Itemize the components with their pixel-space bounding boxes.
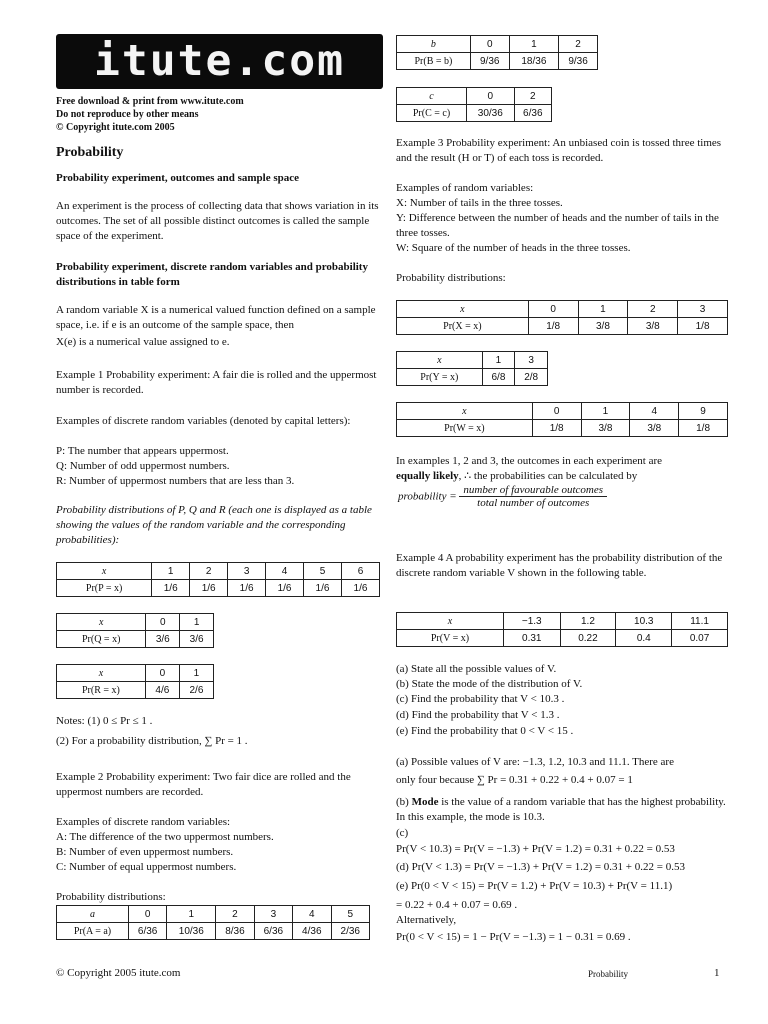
- probability-cell: 10/36: [167, 923, 216, 940]
- probability-cell: 2/8: [515, 369, 548, 386]
- copyright-notice: [56, 95, 382, 134]
- formula-lhs: probability =: [398, 490, 457, 503]
- value-cell: 3: [254, 906, 292, 923]
- example-1-text: Example 1 Probability experiment: A fair die is rolled and the uppermost number is recorded.: [56, 369, 377, 396]
- text-part: In examples 1, 2 and 3, the outcomes in each experiment are: [396, 455, 663, 467]
- example-3-text: Example 3 Probability experiment: An unbiased coin is tossed three times and the result (H or T) of each toss is recorded.: [396, 137, 722, 164]
- value-cell: 11.1: [672, 613, 728, 630]
- question: (e) Find the probability that 0 < V < 15 .: [396, 725, 574, 737]
- answer-c-label: (c): [396, 827, 409, 839]
- answer-e: Pr(0 < V < 15) = 1 − Pr(V = −1.3) = 1 − 0.31 = 0.69 .: [396, 931, 631, 943]
- probability-cell: 9/36: [470, 53, 509, 70]
- section-text: An experiment is the process of collecting data that shows variation in its outcomes. The set of all possible distinct outcomes is called the sample space of the experiment.: [56, 200, 379, 242]
- probability-cell: 2/36: [331, 923, 370, 940]
- table-header-row: [57, 563, 380, 580]
- answer-e: = 0.22 + 0.4 + 0.07 = 0.69 .: [396, 899, 518, 911]
- probability-cell: 0.07: [672, 630, 728, 647]
- bold-term: Mode: [411, 796, 439, 808]
- value-cell: 6: [341, 563, 379, 580]
- value-cell: 3: [678, 301, 728, 318]
- example-3-rv-intro: Examples of random variables:: [396, 182, 534, 194]
- probability-cell: 6/36: [128, 923, 166, 940]
- table-C: [396, 87, 552, 122]
- page-title: Probability: [56, 145, 124, 160]
- probability-cell: 3/6: [146, 631, 180, 648]
- notes-1: Notes: (1) 0 ≤ Pr ≤ 1 .: [56, 715, 153, 727]
- rv-item: P: The number that appears uppermost.: [56, 445, 229, 457]
- value-cell: 3: [228, 563, 266, 580]
- example-2-text: Example 2 Probability experiment: Two fair dice are rolled and the uppermost numbers are recorded.: [56, 771, 351, 798]
- formula-denominator: total number of outcomes: [477, 497, 590, 509]
- probability-cell: 3/8: [581, 420, 630, 437]
- table-V: [396, 612, 728, 647]
- value-cell: 1.2: [560, 613, 616, 630]
- answer-e: Alternatively,: [396, 914, 457, 926]
- answer-d: (d) Pr(V < 1.3) = Pr(V = −1.3) + Pr(V = 1.2) = 0.31 + 0.22 = 0.53: [396, 861, 685, 873]
- text-part: is the value of a random variable that has the highest probability. In this example, the mode is 10.3.: [396, 796, 726, 823]
- probability-cell: 8/36: [216, 923, 254, 940]
- value-cell: 5: [331, 906, 370, 923]
- value-cell: 0: [528, 301, 578, 318]
- probability-cell: 1/6: [228, 580, 266, 597]
- value-cell: 2: [628, 301, 678, 318]
- probability-cell: 1/8: [678, 318, 728, 335]
- variable-label-cell: x: [57, 665, 146, 682]
- variable-label-cell: x: [397, 403, 533, 420]
- table-header-row: [57, 665, 214, 682]
- probability-label-cell: Pr(B = b): [397, 53, 471, 70]
- probability-label-cell: Pr(C = c): [397, 105, 467, 122]
- table-prob-row: [397, 420, 728, 437]
- probability-cell: 4/36: [293, 923, 331, 940]
- variable-label-cell: x: [397, 613, 504, 630]
- value-cell: 1: [581, 403, 630, 420]
- equally-likely-text: [396, 454, 726, 484]
- value-cell: 1: [578, 301, 628, 318]
- rv-item: Q: Number of odd uppermost numbers.: [56, 460, 230, 472]
- text-part: (b): [396, 796, 412, 808]
- probability-label-cell: Pr(Q = x): [57, 631, 146, 648]
- table-prob-row: [397, 630, 728, 647]
- section-heading: Probability experiment, discrete random variables and probability distributions in table form: [56, 261, 368, 288]
- probability-cell: 1/6: [304, 580, 342, 597]
- variable-label-cell: x: [397, 352, 483, 369]
- value-cell: 1: [482, 352, 515, 369]
- value-cell: 1: [152, 563, 190, 580]
- value-cell: 2: [559, 36, 598, 53]
- example-2-dist: Probability distributions:: [56, 891, 166, 903]
- table-header-row: [397, 36, 598, 53]
- answer-e: (e) Pr(0 < V < 15) = Pr(V = 1.2) + Pr(V = 10.3) + Pr(V = 11.1): [396, 880, 673, 892]
- table-R: [56, 664, 214, 699]
- probability-label-cell: Pr(Y = x): [397, 369, 483, 386]
- table-A: [56, 905, 370, 940]
- probability-cell: 6/36: [514, 105, 551, 122]
- variable-label-cell: x: [57, 563, 152, 580]
- probability-label-cell: Pr(R = x): [57, 682, 146, 699]
- probability-cell: 1/8: [532, 420, 581, 437]
- example-1-rv-intro: Examples of discrete random variables (denoted by capital letters):: [56, 415, 351, 427]
- probability-cell: 1/8: [528, 318, 578, 335]
- probability-cell: 1/6: [341, 580, 379, 597]
- table-B: [396, 35, 598, 70]
- value-cell: 0: [470, 36, 509, 53]
- question: (b) State the mode of the distribution of V.: [396, 678, 583, 690]
- probability-cell: 2/6: [179, 682, 213, 699]
- value-cell: 1: [179, 665, 213, 682]
- value-cell: 9: [679, 403, 728, 420]
- answer-a: only four because ∑ Pr = 0.31 + 0.22 + 0.4 + 0.07 = 1: [396, 774, 633, 786]
- variable-label-cell: c: [397, 88, 467, 105]
- value-cell: 5: [304, 563, 342, 580]
- rv-item: A: The difference of the two uppermost numbers.: [56, 831, 274, 843]
- probability-label-cell: Pr(X = x): [397, 318, 529, 335]
- example-3-dist: Probability distributions:: [396, 272, 506, 284]
- rv-item: C: Number of equal uppermost numbers.: [56, 861, 237, 873]
- value-cell: 0: [532, 403, 581, 420]
- value-cell: 4: [630, 403, 679, 420]
- value-cell: 2: [216, 906, 254, 923]
- table-header-row: [397, 613, 728, 630]
- probability-cell: 3/8: [628, 318, 678, 335]
- table-prob-row: [397, 369, 548, 386]
- answer-c: Pr(V < 10.3) = Pr(V = −1.3) + Pr(V = 1.2) = 0.31 + 0.22 = 0.53: [396, 843, 675, 855]
- probability-cell: 6/8: [482, 369, 515, 386]
- table-header-row: [397, 352, 548, 369]
- probability-label-cell: Pr(W = x): [397, 420, 533, 437]
- notes-2: (2) For a probability distribution, ∑ Pr = 1 .: [56, 735, 248, 747]
- table-prob-row: [57, 631, 214, 648]
- table-header-row: [397, 88, 552, 105]
- value-cell: 0: [467, 88, 515, 105]
- table-prob-row: [57, 682, 214, 699]
- rv-item: W: Square of the number of heads in the three tosses.: [396, 242, 631, 254]
- table-header-row: [57, 614, 214, 631]
- variable-label-cell: b: [397, 36, 471, 53]
- table-Q: [56, 613, 214, 648]
- probability-cell: 1/8: [679, 420, 728, 437]
- value-cell: 10.3: [616, 613, 672, 630]
- variable-label-cell: x: [57, 614, 146, 631]
- table-W: [396, 402, 728, 437]
- probability-cell: 1/6: [266, 580, 304, 597]
- bold-term: equally likely: [396, 470, 459, 482]
- value-cell: 4: [293, 906, 331, 923]
- footer-title: Probability: [588, 969, 628, 979]
- section-text: A random variable X is a numerical valued function defined on a sample space, i.e. if e is an outcome of the sample space, then: [56, 304, 376, 331]
- variable-label-cell: a: [57, 906, 129, 923]
- value-cell: 1: [180, 614, 214, 631]
- example-1-dist-text: Probability distributions of P, Q and R (each one is displayed as a table showing the values of the random variable and the corresponding probabilities):: [56, 504, 372, 546]
- notice-line: Do not reproduce by other means: [56, 109, 199, 120]
- value-cell: 0: [146, 614, 180, 631]
- table-prob-row: [397, 105, 552, 122]
- site-logo: itute.com: [56, 34, 383, 89]
- answer-a: (a) Possible values of V are: −1.3, 1.2, 10.3 and 11.1. There are: [396, 756, 674, 768]
- probability-cell: 3/6: [180, 631, 214, 648]
- formula-fraction: [459, 484, 607, 509]
- table-header-row: [397, 403, 728, 420]
- table-prob-row: [57, 923, 370, 940]
- answer-b: [396, 795, 726, 825]
- formula-numerator: number of favourable outcomes: [459, 484, 607, 497]
- rv-item: Y: Difference between the number of heads and the number of tails in the three tosses.: [396, 212, 719, 239]
- probability-cell: 1/6: [190, 580, 228, 597]
- section-text: X(e) is a numerical value assigned to e.: [56, 336, 230, 348]
- notice-line: Free download & print from www.itute.com: [56, 96, 244, 107]
- table-header-row: [57, 906, 370, 923]
- probability-cell: 30/36: [467, 105, 515, 122]
- probability-formula: [398, 484, 728, 509]
- probability-cell: 9/36: [559, 53, 598, 70]
- section-heading: Probability experiment, outcomes and sample space: [56, 172, 300, 184]
- table-X: [396, 300, 728, 335]
- probability-cell: 0.4: [616, 630, 672, 647]
- probability-cell: 18/36: [509, 53, 558, 70]
- variable-label-cell: x: [397, 301, 529, 318]
- rv-item: B: Number of even uppermost numbers.: [56, 846, 234, 858]
- question: (d) Find the probability that V < 1.3 .: [396, 709, 560, 721]
- value-cell: 0: [128, 906, 166, 923]
- value-cell: −1.3: [503, 613, 560, 630]
- probability-cell: 3/8: [630, 420, 679, 437]
- question: (a) State all the possible values of V.: [396, 663, 557, 675]
- value-cell: 1: [509, 36, 558, 53]
- probability-cell: 6/36: [254, 923, 292, 940]
- probability-label-cell: Pr(P = x): [57, 580, 152, 597]
- table-prob-row: [397, 318, 728, 335]
- example-2-rv-intro: Examples of discrete random variables:: [56, 816, 231, 828]
- value-cell: 2: [514, 88, 551, 105]
- footer-copyright: © Copyright 2005 itute.com: [56, 967, 181, 979]
- table-Y: [396, 351, 548, 386]
- probability-cell: 1/6: [152, 580, 190, 597]
- rv-item: R: Number of uppermost numbers that are less than 3.: [56, 475, 295, 487]
- probability-cell: 0.31: [503, 630, 560, 647]
- probability-cell: 0.22: [560, 630, 616, 647]
- table-prob-row: [397, 53, 598, 70]
- table-header-row: [397, 301, 728, 318]
- value-cell: 2: [190, 563, 228, 580]
- table-P: [56, 562, 380, 597]
- probability-cell: 4/6: [145, 682, 179, 699]
- notice-line: © Copyright itute.com 2005: [56, 122, 175, 133]
- text-part: , ∴ the probabilities can be calculated by: [458, 470, 638, 482]
- probability-label-cell: Pr(V = x): [397, 630, 504, 647]
- value-cell: 0: [145, 665, 179, 682]
- probability-cell: 3/8: [578, 318, 628, 335]
- value-cell: 4: [266, 563, 304, 580]
- page-number: 1: [714, 967, 720, 979]
- probability-label-cell: Pr(A = a): [57, 923, 129, 940]
- rv-item: X: Number of tails in the three tosses.: [396, 197, 563, 209]
- question: (c) Find the probability that V < 10.3 .: [396, 693, 565, 705]
- table-prob-row: [57, 580, 380, 597]
- value-cell: 1: [167, 906, 216, 923]
- example-4-text: Example 4 A probability experiment has the probability distribution of the discrete random variable V shown in the following table.: [396, 552, 723, 579]
- value-cell: 3: [515, 352, 548, 369]
